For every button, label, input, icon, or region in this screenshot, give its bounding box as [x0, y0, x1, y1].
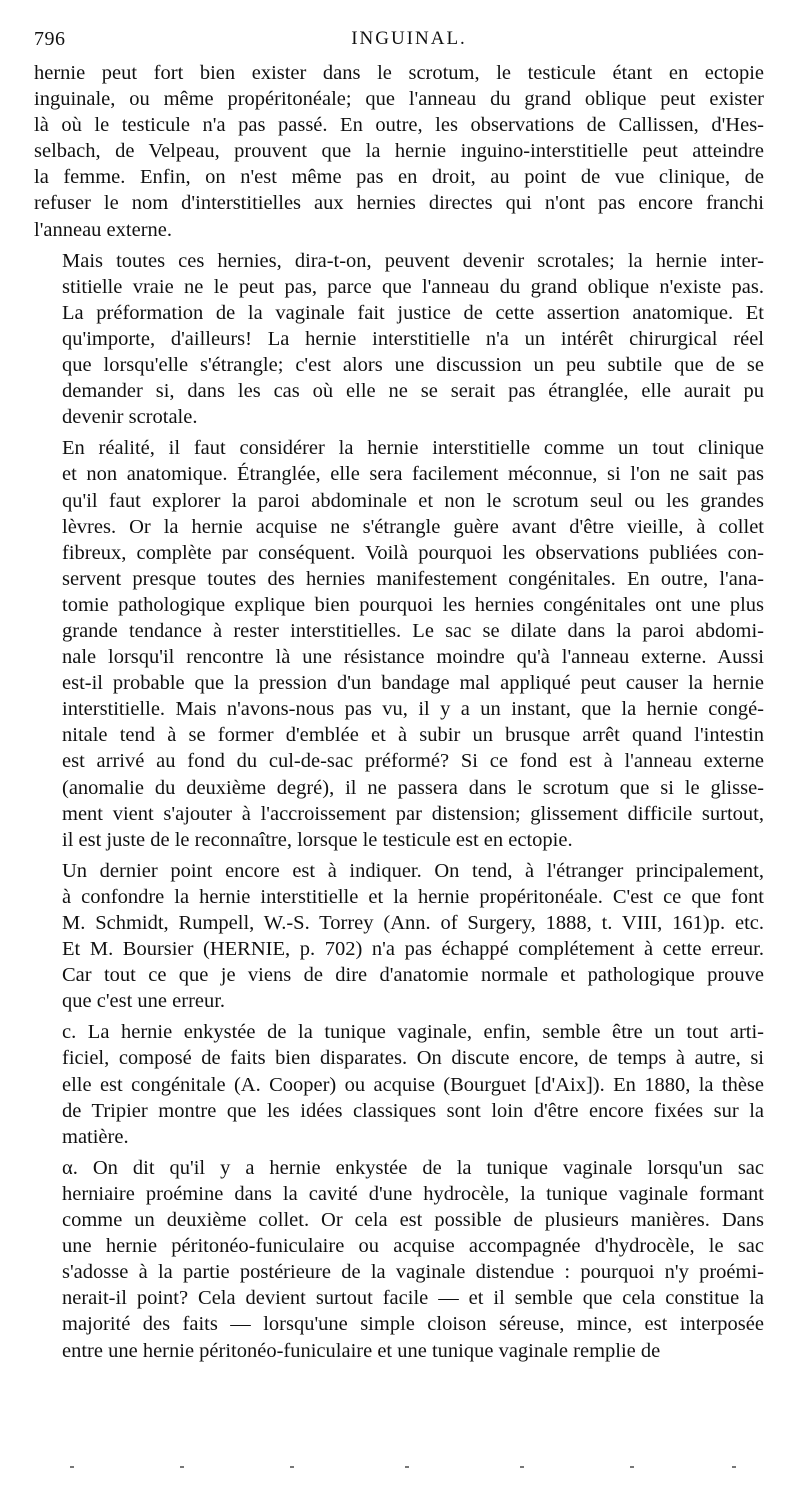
text-line: et non anatomique. Étranglée, elle sera facilement méconnue, si l'on ne sait pas: [62, 463, 764, 486]
text-line: Et M. Boursier (HERNIE, p. 702) n'a pas échappé complétement à cette erreur.: [62, 938, 764, 961]
text-line: inguinale, ou même propéritonéale; que l'anneau du grand oblique peut exister: [34, 88, 764, 111]
text-line: entre une hernie péritonéo-funiculaire et une tunique vaginale remplie de: [62, 1339, 661, 1362]
paragraph: [34, 60, 764, 243]
text-line: demander si, dans les cas où elle ne se serait pas étranglée, elle aurait pu: [62, 380, 764, 403]
text-line: nitale tend à se former d'emblée et à subir un brusque arrêt quand l'intestin: [62, 724, 764, 747]
text-line: Car tout ce que je viens de dire d'anatomie normale et pathologique prouve: [62, 964, 764, 987]
paragraph: [34, 435, 764, 853]
text-line: Un dernier point encore est à indiquer. On tend, à l'étranger principalement,: [62, 859, 764, 882]
page-footer-marks: [60, 1466, 740, 1470]
text-line: une hernie péritonéo-funiculaire ou acquise accompagnée d'hydrocèle, le sac: [62, 1235, 764, 1258]
body-text: [34, 60, 764, 1369]
text-line: la femme. Enfin, on n'est même pas en droit, au point de vue clinique, de: [34, 166, 764, 189]
text-line: qu'il faut explorer la paroi abdominale et non le scrotum seul ou les grandes: [62, 489, 764, 512]
text-line: M. Schmidt, Rumpell, W.-S. Torrey (Ann. of Surgery, 1888, t. VIII, 161)p. etc.: [62, 912, 764, 934]
text-line: hernie peut fort bien exister dans le scrotum, le testicule étant en ectopie: [34, 62, 764, 84]
text-line: En réalité, il faut considérer la hernie interstitielle comme un tout clinique: [62, 437, 764, 460]
text-line: à confondre la hernie interstitielle et la hernie propéritonéale. C'est ce que font: [62, 885, 764, 908]
text-line: fibreux, complète par conséquent. Voilà pourquoi les observations publiées con-: [62, 541, 764, 564]
page-number: 796: [34, 28, 66, 50]
page-header: [34, 28, 764, 56]
paragraph: [34, 1155, 764, 1364]
text-line: qu'importe, d'ailleurs! La hernie interstitielle n'a un intérêt chirurgical réel: [62, 327, 764, 350]
text-line: comme un deuxième collet. Or cela est possible de plusieurs manières. Dans: [62, 1209, 764, 1232]
text-line: que lorsqu'elle s'étrangle; c'est alors une discussion un peu subtile que de se: [62, 354, 764, 377]
paragraph: [34, 248, 764, 431]
text-line: interstitielle. Mais n'avons-nous pas vu, il y a un instant, que la hernie congé-: [62, 698, 764, 721]
text-line: là où le testicule n'a pas passé. En outre, les observations de Callissen, d'Hes-: [34, 114, 764, 137]
text-line: ficiel, composé de faits bien disparates. On discute encore, de temps à autre, si: [62, 1047, 764, 1070]
text-line: est-il probable que la pression d'un bandage mal appliqué peut causer la hernie: [62, 672, 764, 695]
text-line: nerait-il point? Cela devient surtout facile — et il semble que cela constitue la: [62, 1287, 764, 1310]
text-line: est arrivé au fond du cul-de-sac préformé? Si ce fond est à l'anneau externe: [62, 750, 764, 773]
text-line: majorité des faits — lorsqu'une simple cloison séreuse, mince, est interposée: [62, 1313, 764, 1336]
text-line: elle est congénitale (A. Cooper) ou acquise (Bourguet [d'Aix]). En 1880, la thèse: [62, 1073, 764, 1096]
text-line: Mais toutes ces hernies, dira-t-on, peuvent devenir scrotales; la hernie inter-: [62, 249, 764, 272]
text-line: ment vient s'ajouter à l'accroissement par distension; glissement difficile surtout,: [62, 802, 764, 825]
text-line: herniaire proémine dans la cavité d'une hydrocèle, la tunique vaginale formant: [62, 1182, 764, 1205]
text-line: lèvres. Or la hernie acquise ne s'étrangle guère avant d'être vieille, à collet: [62, 515, 764, 538]
text-line: il est juste de le reconnaître, lorsque le testicule est en ectopie.: [62, 828, 573, 851]
text-line: (anomalie du deuxième degré), il ne passera dans le scrotum que si le glisse-: [62, 776, 764, 799]
text-line: servent presque toutes des hernies manifestement congénitales. En outre, l'ana-: [62, 567, 764, 590]
text-line: s'adosse à la partie postérieure de la vaginale distendue : pourquoi n'y proémi-: [62, 1261, 764, 1284]
text-line: devenir scrotale.: [62, 406, 198, 429]
text-line: c. La hernie enkystée de la tunique vaginale, enfin, semble être un tout arti-: [62, 1021, 764, 1044]
text-line: de Tripier montre que les idées classiques sont loin d'être encore fixées sur la: [62, 1099, 764, 1122]
text-line: tomie pathologique explique bien pourquoi les hernies congénitales ont une plus: [62, 593, 764, 616]
paragraph: [34, 1019, 764, 1149]
text-line: refuser le nom d'interstitielles aux hernies directes qui n'ont pas encore franchi: [34, 192, 764, 215]
text-line: α. On dit qu'il y a hernie enkystée de la tunique vaginale lorsqu'un sac: [62, 1156, 764, 1179]
text-line: que c'est une erreur.: [62, 990, 226, 1013]
running-title: INGUINAL.: [351, 28, 467, 49]
text-line: La préformation de la vaginale fait justice de cette assertion anatomique. Et: [62, 301, 764, 324]
text-line: stitielle vraie ne le peut pas, parce que l'anneau du grand oblique n'existe pas.: [62, 275, 764, 298]
text-line: matière.: [62, 1125, 129, 1148]
text-line: grande tendance à rester interstitielles. Le sac se dilate dans la paroi abdomi-: [62, 619, 764, 642]
paragraph: [34, 858, 764, 1015]
text-line: selbach, de Velpeau, prouvent que la hernie inguino-interstitielle peut atteindre: [34, 140, 764, 163]
text-line: nale lorsqu'il rencontre là une résistance moindre qu'à l'anneau externe. Aussi: [62, 646, 764, 669]
text-line: l'anneau externe.: [34, 218, 173, 241]
